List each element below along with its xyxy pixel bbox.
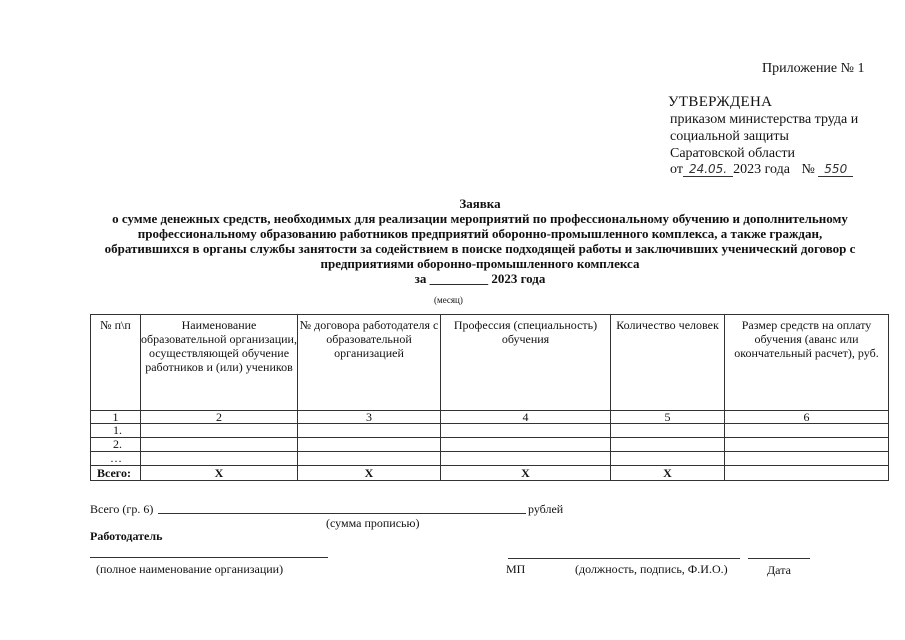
column-number: 4 [441, 411, 611, 424]
table-cell [441, 452, 611, 466]
table-cell [725, 452, 889, 466]
table-cell [298, 452, 441, 466]
table-cell [298, 424, 441, 438]
header-organization: Наименование образовательной организации, осуществляющей обучение работников и (или) учеников [141, 315, 298, 411]
appendix-label: Приложение № 1 [762, 61, 865, 76]
order-date-line [670, 162, 853, 178]
column-number: 6 [725, 411, 889, 424]
table-cell [298, 438, 441, 452]
order-line-3: Саратовской области [670, 146, 795, 161]
column-number: 2 [141, 411, 298, 424]
table-cell [441, 424, 611, 438]
date-line [748, 558, 810, 559]
table-row [91, 452, 889, 466]
handwritten-number: 550 [818, 162, 853, 177]
title-heading: Заявка [459, 196, 501, 211]
title-line-1: о сумме денежных средств, необходимых для реализации мероприятий по профессиональному обучению и дополнительному [112, 211, 848, 226]
order-line-1: приказом министерства труда и [670, 112, 859, 127]
title-period: за _________ 2023 года [414, 271, 546, 286]
title-line-4: предприятиями оборонно-промышленного комплекса [320, 256, 640, 271]
table-cell [725, 438, 889, 452]
header-contract: № договора работодателя с образовательной организацией [298, 315, 441, 411]
handwritten-date: 24.05. [683, 162, 733, 177]
header-profession: Профессия (специальность) обучения [441, 315, 611, 411]
table-cell [611, 424, 725, 438]
total-label: Всего: [91, 466, 141, 481]
column-number-row [91, 411, 889, 424]
organization-line [90, 557, 328, 558]
mp-label: МП [506, 562, 526, 576]
organization-hint: (полное наименование организации) [96, 562, 284, 576]
date-hint: Дата [767, 563, 791, 577]
table-cell [611, 452, 725, 466]
header-people-count: Количество человек [611, 315, 725, 411]
total-row [91, 466, 889, 481]
row-number: 2. [91, 438, 141, 452]
employer-label: Работодатель [90, 529, 163, 543]
total-cell [725, 466, 889, 481]
table-row [91, 424, 889, 438]
total-sum-line [158, 513, 526, 514]
total-cell: Х [141, 466, 298, 481]
header-number: № п\п [91, 315, 141, 411]
month-hint: (месяц) [434, 295, 463, 305]
column-number: 1 [91, 411, 141, 424]
date-prefix: от [670, 162, 683, 177]
header-payment-amount: Размер средств на оплату обучения (аванс или окончательный расчет), руб. [725, 315, 889, 411]
number-prefix: № [801, 162, 815, 177]
table-cell [141, 424, 298, 438]
column-number: 5 [611, 411, 725, 424]
table-cell [141, 438, 298, 452]
table-cell [725, 424, 889, 438]
title-line-2: профессиональному образованию работников предприятий оборонно-промышленного комплекса, а также граждан, [137, 226, 823, 241]
table-header-row [91, 315, 889, 411]
approved-label: УТВЕРЖДЕНА [668, 94, 773, 110]
signature-hint: (должность, подпись, Ф.И.О.) [575, 562, 728, 576]
table-cell [441, 438, 611, 452]
total-sum-unit: рублей [528, 502, 564, 516]
sum-in-words-hint: (сумма прописью) [326, 516, 420, 530]
row-number: … [91, 452, 141, 466]
row-number: 1. [91, 424, 141, 438]
column-number: 3 [298, 411, 441, 424]
title-line-3: обратившихся в органы службы занятости за содействием в поиске подходящей работы и заключивших ученический договор с [104, 241, 856, 256]
table-row [91, 438, 889, 452]
table-cell [611, 438, 725, 452]
order-line-2: социальной защиты [670, 129, 789, 144]
total-cell: Х [441, 466, 611, 481]
total-cell: Х [611, 466, 725, 481]
date-year: 2023 года [733, 162, 790, 177]
request-table [90, 314, 889, 481]
table-cell [141, 452, 298, 466]
total-cell: Х [298, 466, 441, 481]
document-title [60, 196, 900, 286]
total-sum-label: Всего (гр. 6) [90, 502, 154, 516]
signature-line [508, 558, 740, 559]
